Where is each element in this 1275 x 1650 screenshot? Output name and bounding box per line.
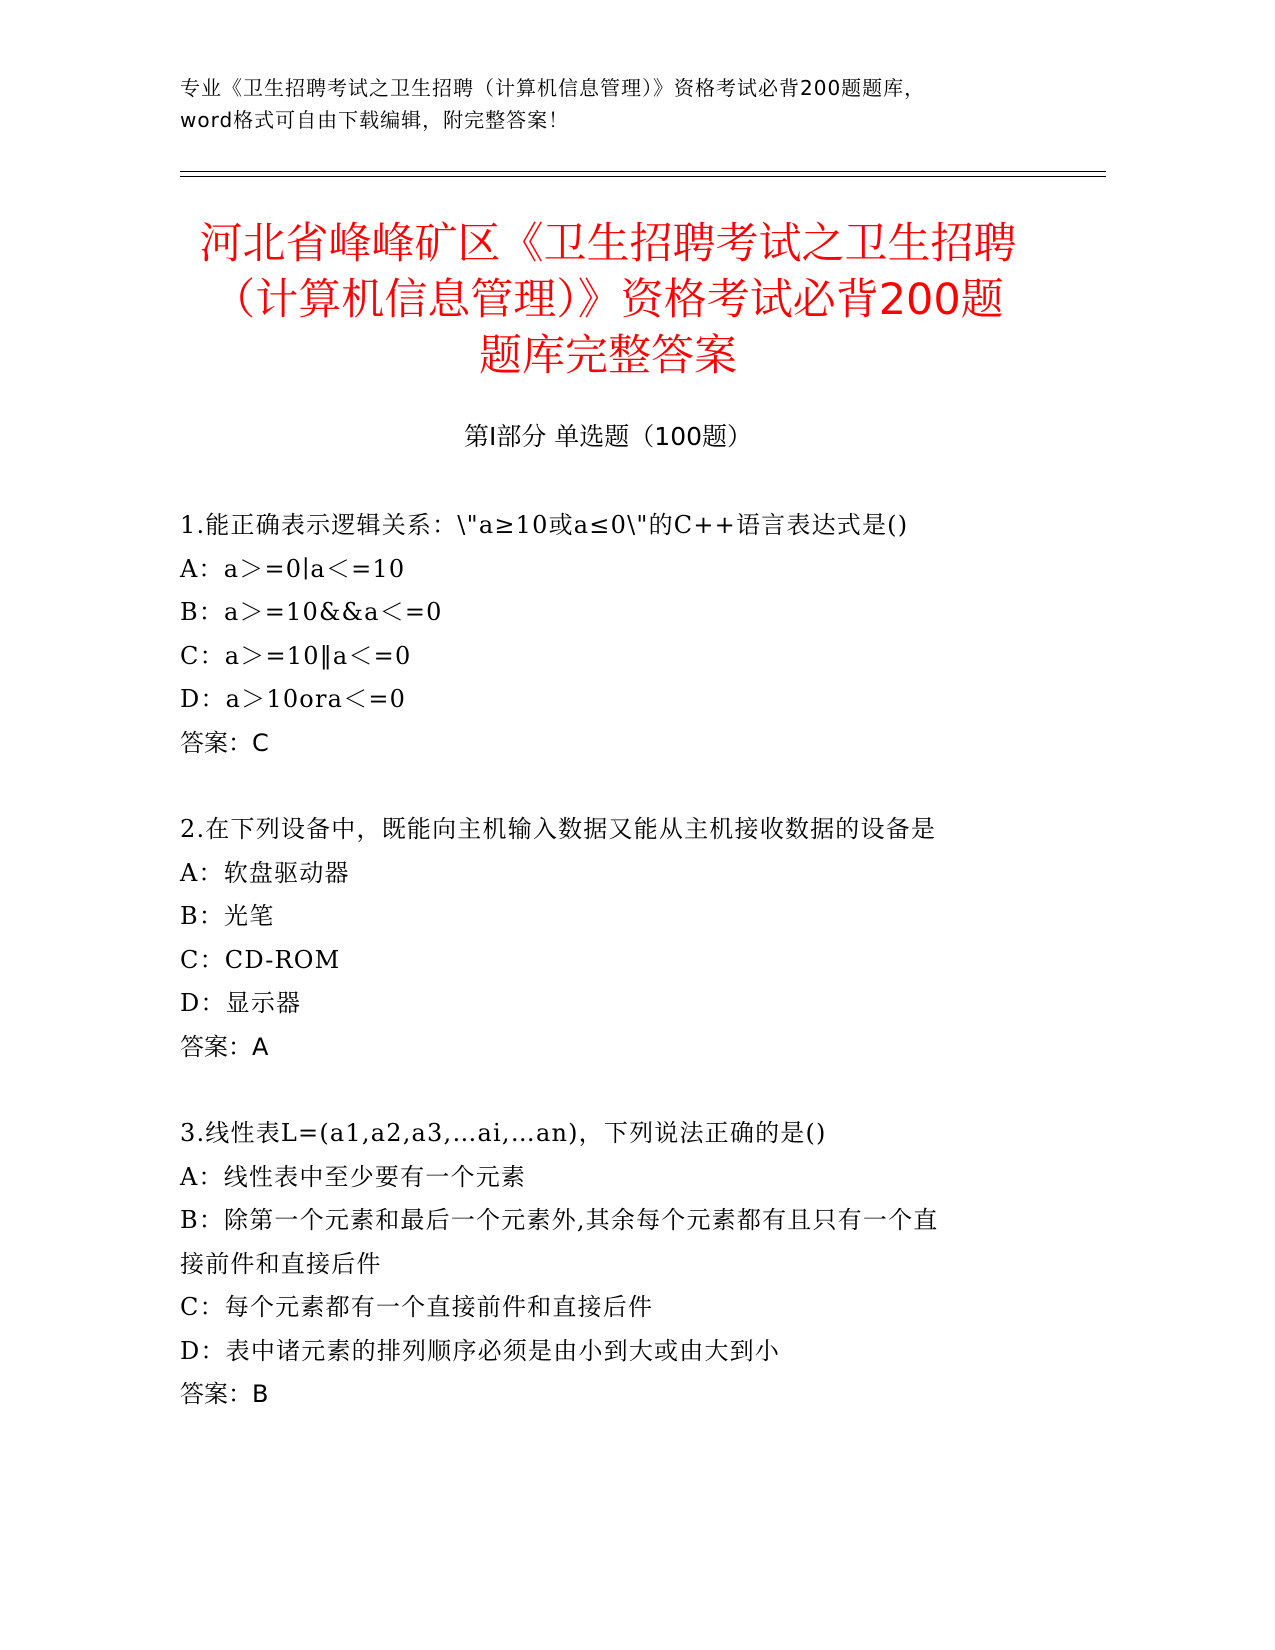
question-answer: 答案：C — [180, 728, 269, 757]
question-option: A：a＞=0∣a＜=10 — [180, 554, 406, 583]
header-note-line-2: word格式可自由下载编辑，附完整答案！ — [180, 108, 570, 132]
question-option-continuation: 接前件和直接后件 — [180, 1249, 382, 1278]
section-title: 第Ⅰ部分 单选题（100题） — [463, 422, 753, 451]
question-3 — [180, 1112, 1030, 1417]
question-stem: 3.线性表L=(a1,a2,a3,…ai,…an)，下列说法正确的是() — [180, 1119, 827, 1147]
question-1 — [180, 504, 1030, 765]
question-list — [180, 504, 1030, 1460]
question-stem: 1.能正确表示逻辑关系：\"a≥10或a≤0\"的C++语言表达式是() — [180, 511, 909, 539]
question-option: C：a＞=10‖a＜=0 — [180, 641, 412, 670]
question-option: A：软盘驱动器 — [180, 858, 350, 887]
document-title-line-1: 河北省峰峰矿区《卫生招聘考试之卫生招聘 — [199, 219, 1017, 269]
question-2 — [180, 808, 1030, 1069]
question-option: D：表中诸元素的排列顺序必须是由小到大或由大到小 — [180, 1336, 781, 1365]
question-answer: 答案：B — [180, 1380, 269, 1408]
question-stem: 2.在下列设备中，既能向主机输入数据又能从主机接收数据的设备是 — [180, 815, 937, 843]
document-title-line-3: 题库完整答案 — [479, 331, 737, 381]
question-option: D：显示器 — [180, 989, 302, 1017]
question-option: D：a＞10ora＜=0 — [180, 685, 407, 713]
header-note-line-1: 专业《卫生招聘考试之卫生招聘（计算机信息管理）》资格考试必背200题题库， — [180, 76, 926, 100]
question-option: A：线性表中至少要有一个元素 — [180, 1162, 527, 1191]
question-option: B：除第一个元素和最后一个元素外,其余每个元素都有且只有一个直 — [180, 1206, 939, 1234]
header-rule-bottom — [180, 176, 1106, 177]
document-title — [180, 216, 1036, 384]
question-option: C：每个元素都有一个直接前件和直接后件 — [180, 1293, 654, 1321]
question-option: B：a＞=10&&a＜=0 — [180, 598, 443, 626]
header-rule-top — [180, 171, 1106, 172]
question-option: C：CD-ROM — [180, 945, 341, 974]
header-note — [180, 72, 1080, 136]
document-title-line-2: （计算机信息管理）》资格考试必背200题 — [212, 275, 1004, 325]
question-answer: 答案：A — [180, 1032, 269, 1061]
question-option: B：光笔 — [180, 902, 275, 930]
